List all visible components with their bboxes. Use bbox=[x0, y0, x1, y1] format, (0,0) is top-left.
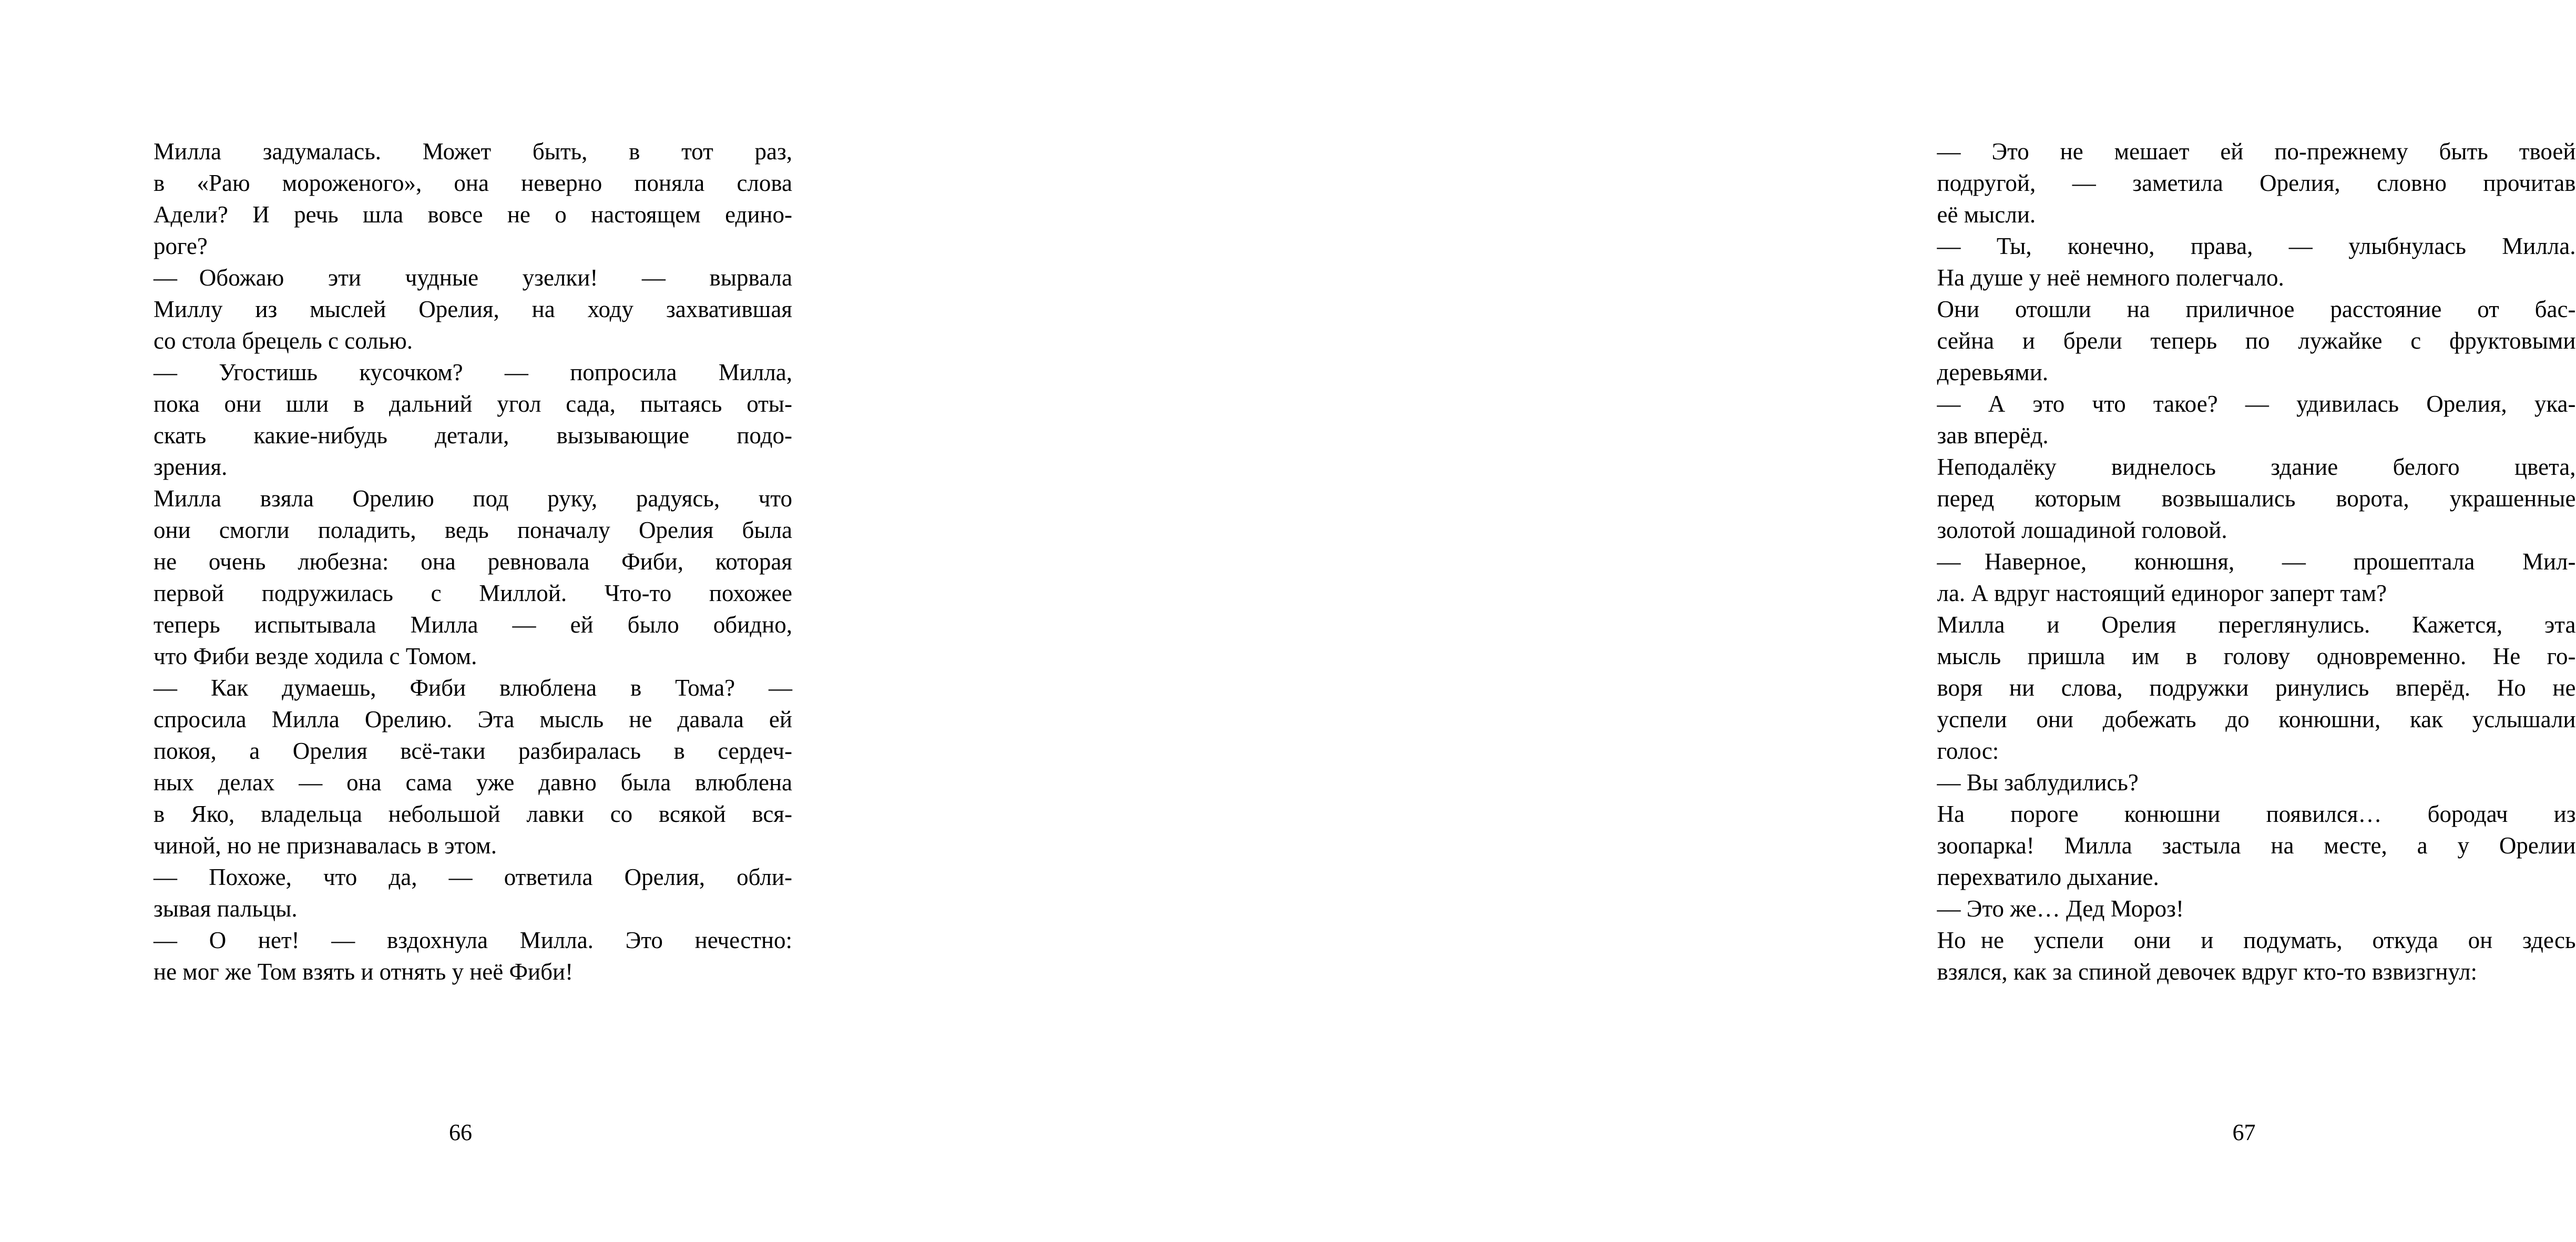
dialogue-paragraph bbox=[129, 357, 792, 483]
dialogue-paragraph bbox=[1913, 230, 2576, 293]
text-line: — Как думаешь, Фиби влюблена в Тома? — bbox=[154, 675, 792, 701]
text-line: зав вперёд. bbox=[1937, 422, 2049, 449]
text-line: перед которым возвышались ворота, украшенные bbox=[1937, 485, 2576, 512]
text-line: они смогли поладить, ведь поначалу Орелия была bbox=[154, 517, 792, 543]
text-line: взялся, как за спиной девочек вдруг кто-то взвизгнул: bbox=[1937, 959, 2477, 985]
narration-paragraph bbox=[1913, 293, 2576, 388]
text-line: Адели? И речь шла вовсе не о настоящем едино- bbox=[154, 201, 792, 228]
text-block-left bbox=[129, 136, 792, 988]
dialogue-paragraph bbox=[129, 924, 792, 988]
text-line: — Наверное, конюшня, — прошептала Мил- bbox=[1937, 548, 2576, 575]
narration-paragraph bbox=[129, 136, 792, 262]
dialogue-paragraph bbox=[1913, 767, 2576, 798]
text-line: пока они шли в дальний угол сада, пытаясь оты- bbox=[154, 391, 792, 417]
text-line: — Обожаю эти чудные узелки! — вырвала bbox=[154, 264, 792, 291]
dialogue-paragraph bbox=[129, 262, 792, 357]
text-line: скать какие-нибудь детали, вызывающие подо- bbox=[154, 422, 792, 449]
text-line: не очень любезна: она ревновала Фиби, которая bbox=[154, 548, 792, 575]
dialogue-paragraph bbox=[1913, 893, 2576, 924]
dialogue-paragraph bbox=[129, 672, 792, 861]
text-line: ла. А вдруг настоящий единорог заперт там? bbox=[1937, 580, 2387, 606]
text-line: На душе у неё немного полегчало. bbox=[1937, 264, 2284, 291]
narration-paragraph bbox=[1913, 609, 2576, 767]
text-line: успели они добежать до конюшни, как услышали bbox=[1937, 706, 2576, 732]
text-line: чиной, но не признавалась в этом. bbox=[154, 832, 497, 859]
text-line: Но не успели они и подумать, откуда он здесь bbox=[1937, 927, 2576, 953]
narration-paragraph bbox=[1913, 924, 2576, 988]
text-line: первой подружилась с Миллой. Что-то похожее bbox=[154, 580, 792, 606]
text-line: — Ты, конечно, права, — улыбнулась Милла. bbox=[1937, 233, 2576, 259]
text-line: — Это не мешает ей по-прежнему быть твоей bbox=[1937, 138, 2576, 165]
text-line: — Это же… Дед Мороз! bbox=[1937, 895, 2184, 922]
text-line: золотой лошадиной головой. bbox=[1937, 517, 2227, 543]
text-line: роге? bbox=[154, 233, 208, 259]
text-line: Миллу из мыслей Орелия, на ходу захватившая bbox=[154, 296, 792, 322]
text-line: зоопарка! Милла застыла на месте, а у Орелии bbox=[1937, 832, 2576, 859]
text-line: деревьями. bbox=[1937, 359, 2049, 385]
text-line: подругой, — заметила Орелия, словно прочитав bbox=[1937, 170, 2576, 196]
text-line: её мысли. bbox=[1937, 201, 2036, 228]
text-line: Милла взяла Орелию под руку, радуясь, что bbox=[154, 485, 792, 512]
dialogue-paragraph bbox=[1913, 136, 2576, 230]
text-line: в Яко, владельца небольшой лавки со всякой вся- bbox=[154, 801, 792, 827]
text-line: зывая пальцы. bbox=[154, 895, 298, 922]
text-line: — Вы заблудились? bbox=[1937, 769, 2139, 796]
text-line: теперь испытывала Милла — ей было обидно, bbox=[154, 612, 792, 638]
text-line: мысль пришла им в голову одновременно. Не го- bbox=[1937, 643, 2576, 669]
narration-paragraph bbox=[129, 483, 792, 672]
dialogue-paragraph bbox=[1913, 546, 2576, 609]
text-line: Неподалёку виднелось здание белого цвета, bbox=[1937, 454, 2576, 480]
page-left bbox=[0, 0, 901, 1242]
text-line: — Угостишь кусочком? — попросила Милла, bbox=[154, 359, 792, 385]
text-line: — А это что такое? — удивилась Орелия, ука- bbox=[1937, 391, 2576, 417]
text-line: в «Раю мороженого», она неверно поняла слова bbox=[154, 170, 792, 196]
text-line: спросила Милла Орелию. Эта мысль не давала ей bbox=[154, 706, 792, 732]
text-line: ных делах — она сама уже давно была влюблена bbox=[154, 769, 792, 796]
dialogue-paragraph bbox=[129, 861, 792, 924]
text-line: что Фиби везде ходила с Томом. bbox=[154, 643, 477, 669]
page-number-right: 67 bbox=[2232, 1119, 2256, 1145]
page-number-left: 66 bbox=[449, 1119, 472, 1145]
text-line: зрения. bbox=[154, 454, 228, 480]
text-line: воря ни слова, подружки ринулись вперёд. Но не bbox=[1937, 675, 2576, 701]
text-line: голос: bbox=[1937, 738, 1999, 764]
page-right bbox=[901, 0, 2576, 1242]
text-line: — Похоже, что да, — ответила Орелия, обли- bbox=[154, 864, 792, 890]
text-line: На пороге конюшни появился… бородач из bbox=[1937, 801, 2576, 827]
text-line: сейна и брели теперь по лужайке с фруктовыми bbox=[1937, 328, 2576, 354]
text-line: Они отошли на приличное расстояние от бас- bbox=[1937, 296, 2576, 322]
text-block-right bbox=[1913, 136, 2576, 988]
narration-paragraph bbox=[1913, 798, 2576, 893]
text-line: Милла и Орелия переглянулись. Кажется, эта bbox=[1937, 612, 2576, 638]
narration-paragraph bbox=[1913, 451, 2576, 546]
text-line: — О нет! — вздохнула Милла. Это нечестно: bbox=[154, 927, 792, 953]
text-line: покоя, а Орелия всё-таки разбиралась в сердеч- bbox=[154, 738, 792, 764]
text-line: не мог же Том взять и отнять у неё Фиби! bbox=[154, 959, 574, 985]
text-line: перехватило дыхание. bbox=[1937, 864, 2159, 890]
text-line: со стола брецель с солью. bbox=[154, 328, 413, 354]
text-line: Милла задумалась. Может быть, в тот раз, bbox=[154, 138, 792, 165]
dialogue-paragraph bbox=[1913, 388, 2576, 451]
